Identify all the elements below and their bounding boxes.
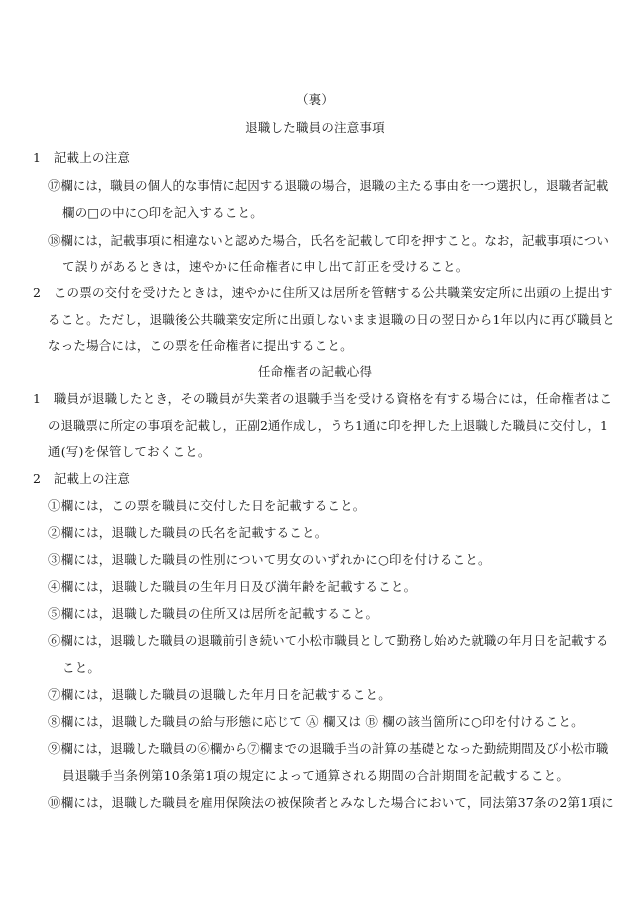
reverse-side-label: （裏） [295,92,335,107]
notes-item18-line1: ⑱欄には，記載事項に相違ないと認めた場合，氏名を記載して印を押すこと。なお，記載事項につい [48,233,609,248]
notes-section2-line2: ること。ただし，退職後公共職業安定所に出頭しないまま退職の日の翌日から1年以内に再び職員と [48,312,615,327]
notes-item17-line2: 欄の□の中に○印を記入すること。 [62,205,263,220]
guide-item3: ③欄には，退職した職員の性別について男女のいずれかに○印を付けること。 [48,552,491,567]
notes-section1-heading: 1 記載上の注意 [33,150,131,165]
guide-item1: ①欄には，この票を職員に交付した日を記載すること。 [48,498,366,513]
guide-section1-line2: の退職票に所定の事項を記載し，正副2通作成し，うち1通に印を押した上退職した職員に交付し，1 [48,418,608,433]
notes-title: 退職した職員の注意事項 [245,120,385,135]
notes-item18-line2: て誤りがあるときは，速やかに任命権者に申し出て訂正を受けること。 [62,259,469,274]
notes-section2-line1: 2 この票の交付を受けたときは，速やかに住所又は居所を管轄する公共職業安定所に出頭の上提出す [33,285,613,300]
guide-item4: ④欄には，退職した職員の生年月日及び満年齢を記載すること。 [48,579,417,594]
guide-item7: ⑦欄には，退職した職員の退職した年月日を記載すること。 [48,687,391,702]
guide-item9-line2: 員退職手当条例第10条第1項の規定によって通算される期間の合計期間を記載すること。 [62,768,570,783]
notes-item17-line1: ⑰欄には，職員の個人的な事情に起因する退職の場合，退職の主たる事由を一つ選択し，退職者記載 [48,178,609,193]
notes-section2-line3: なった場合には，この票を任命権者に提出すること。 [48,338,353,353]
guide-item8: ⑧欄には，退職した職員の給与形態に応じて Ⓐ 欄又は Ⓑ 欄の該当箇所に○印を付けること。 [48,714,584,729]
guide-item6-line2: こと。 [62,660,101,675]
guide-item10-line1: ⑩欄には，退職した職員を雇用保険法の被保険者とみなした場合において，同法第37条の2第1項に [48,795,614,810]
guide-section1-line1: 1 職員が退職したとき，その職員が失業者の退職手当を受ける資格を有する場合には，任命権者はこ [33,391,613,406]
guide-item6-line1: ⑥欄には，退職した職員の退職前引き続いて小松市職員として勤務し始めた就職の年月日を記載する [48,633,609,648]
guide-title: 任命権者の記載心得 [257,364,373,379]
guide-item2: ②欄には，退職した職員の氏名を記載すること。 [48,525,328,540]
guide-item5: ⑤欄には，退職した職員の住所又は居所を記載すること。 [48,606,379,621]
guide-section1-line3: 通(写)を保管しておくこと。 [48,444,211,459]
guide-section2-heading: 2 記載上の注意 [33,471,131,486]
guide-item9-line1: ⑨欄には，退職した職員の⑥欄から⑦欄までの退職手当の計算の基礎となった勤続期間及び小松市職 [48,741,609,756]
